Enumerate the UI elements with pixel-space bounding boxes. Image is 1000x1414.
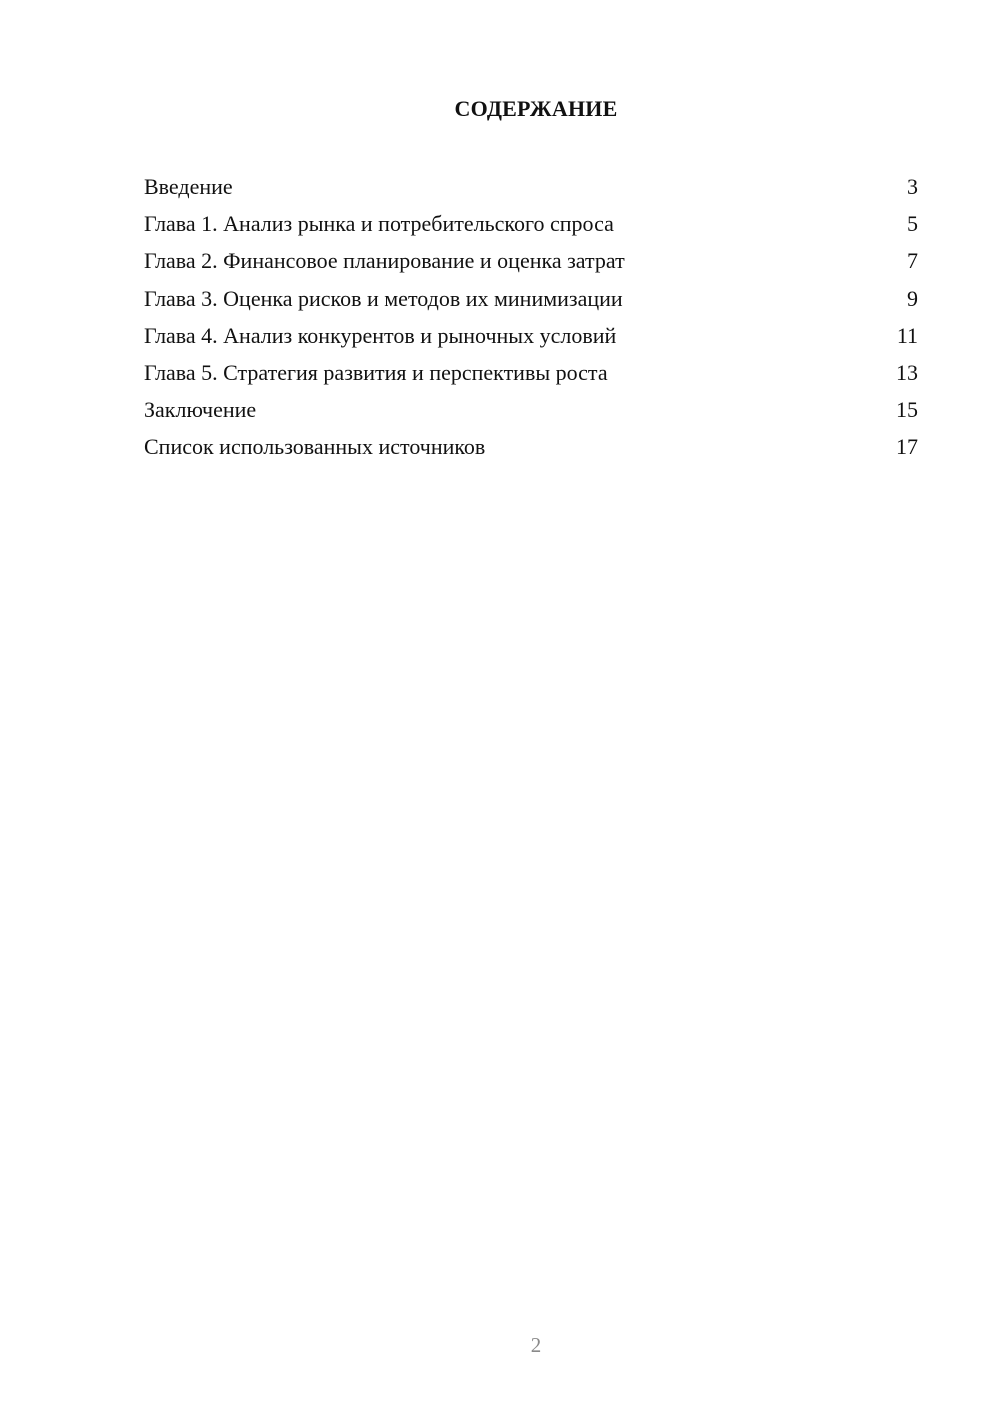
toc-entry-page: 11 (896, 322, 918, 348)
toc-entry-chapter-5[interactable] (144, 354, 918, 391)
toc-entry-title: Глава 2. Финансовое планирование и оценка затрат (144, 248, 625, 274)
toc-entry-title: Глава 5. Стратегия развития и перспективы роста (144, 359, 608, 385)
toc-entry-title: Глава 4. Анализ конкурентов и рыночных условий (144, 322, 617, 348)
toc-entry-page: 15 (896, 397, 918, 423)
toc-entry-chapter-3[interactable] (144, 280, 918, 317)
toc-entry-title: Глава 3. Оценка рисков и методов их минимизации (144, 285, 623, 311)
toc-entry-page: 3 (907, 174, 918, 199)
toc-entry-chapter-1[interactable] (144, 205, 918, 242)
toc-entry-chapter-2[interactable] (144, 242, 918, 279)
toc-entry-page: 9 (907, 285, 918, 311)
toc-entry-page: 17 (896, 434, 918, 460)
toc-entry-page: 7 (907, 248, 918, 274)
page-number: 2 (530, 1333, 542, 1357)
toc-entry-title: Заключение (144, 397, 257, 423)
toc-entry-title: Глава 1. Анализ рынка и потребительского спроса (144, 211, 614, 237)
table-of-contents (144, 168, 918, 466)
toc-entry-title: Введение (144, 174, 233, 199)
toc-entry-page: 5 (907, 211, 918, 237)
toc-entry-conclusion[interactable] (144, 391, 918, 428)
toc-entry-references[interactable] (144, 428, 918, 465)
toc-entry-title: Список использованных источников (144, 434, 486, 460)
toc-entry-introduction[interactable] (144, 168, 918, 205)
toc-entry-page: 13 (896, 359, 918, 385)
toc-entry-chapter-4[interactable] (144, 317, 918, 354)
page-title: СОДЕРЖАНИЕ (454, 96, 618, 121)
